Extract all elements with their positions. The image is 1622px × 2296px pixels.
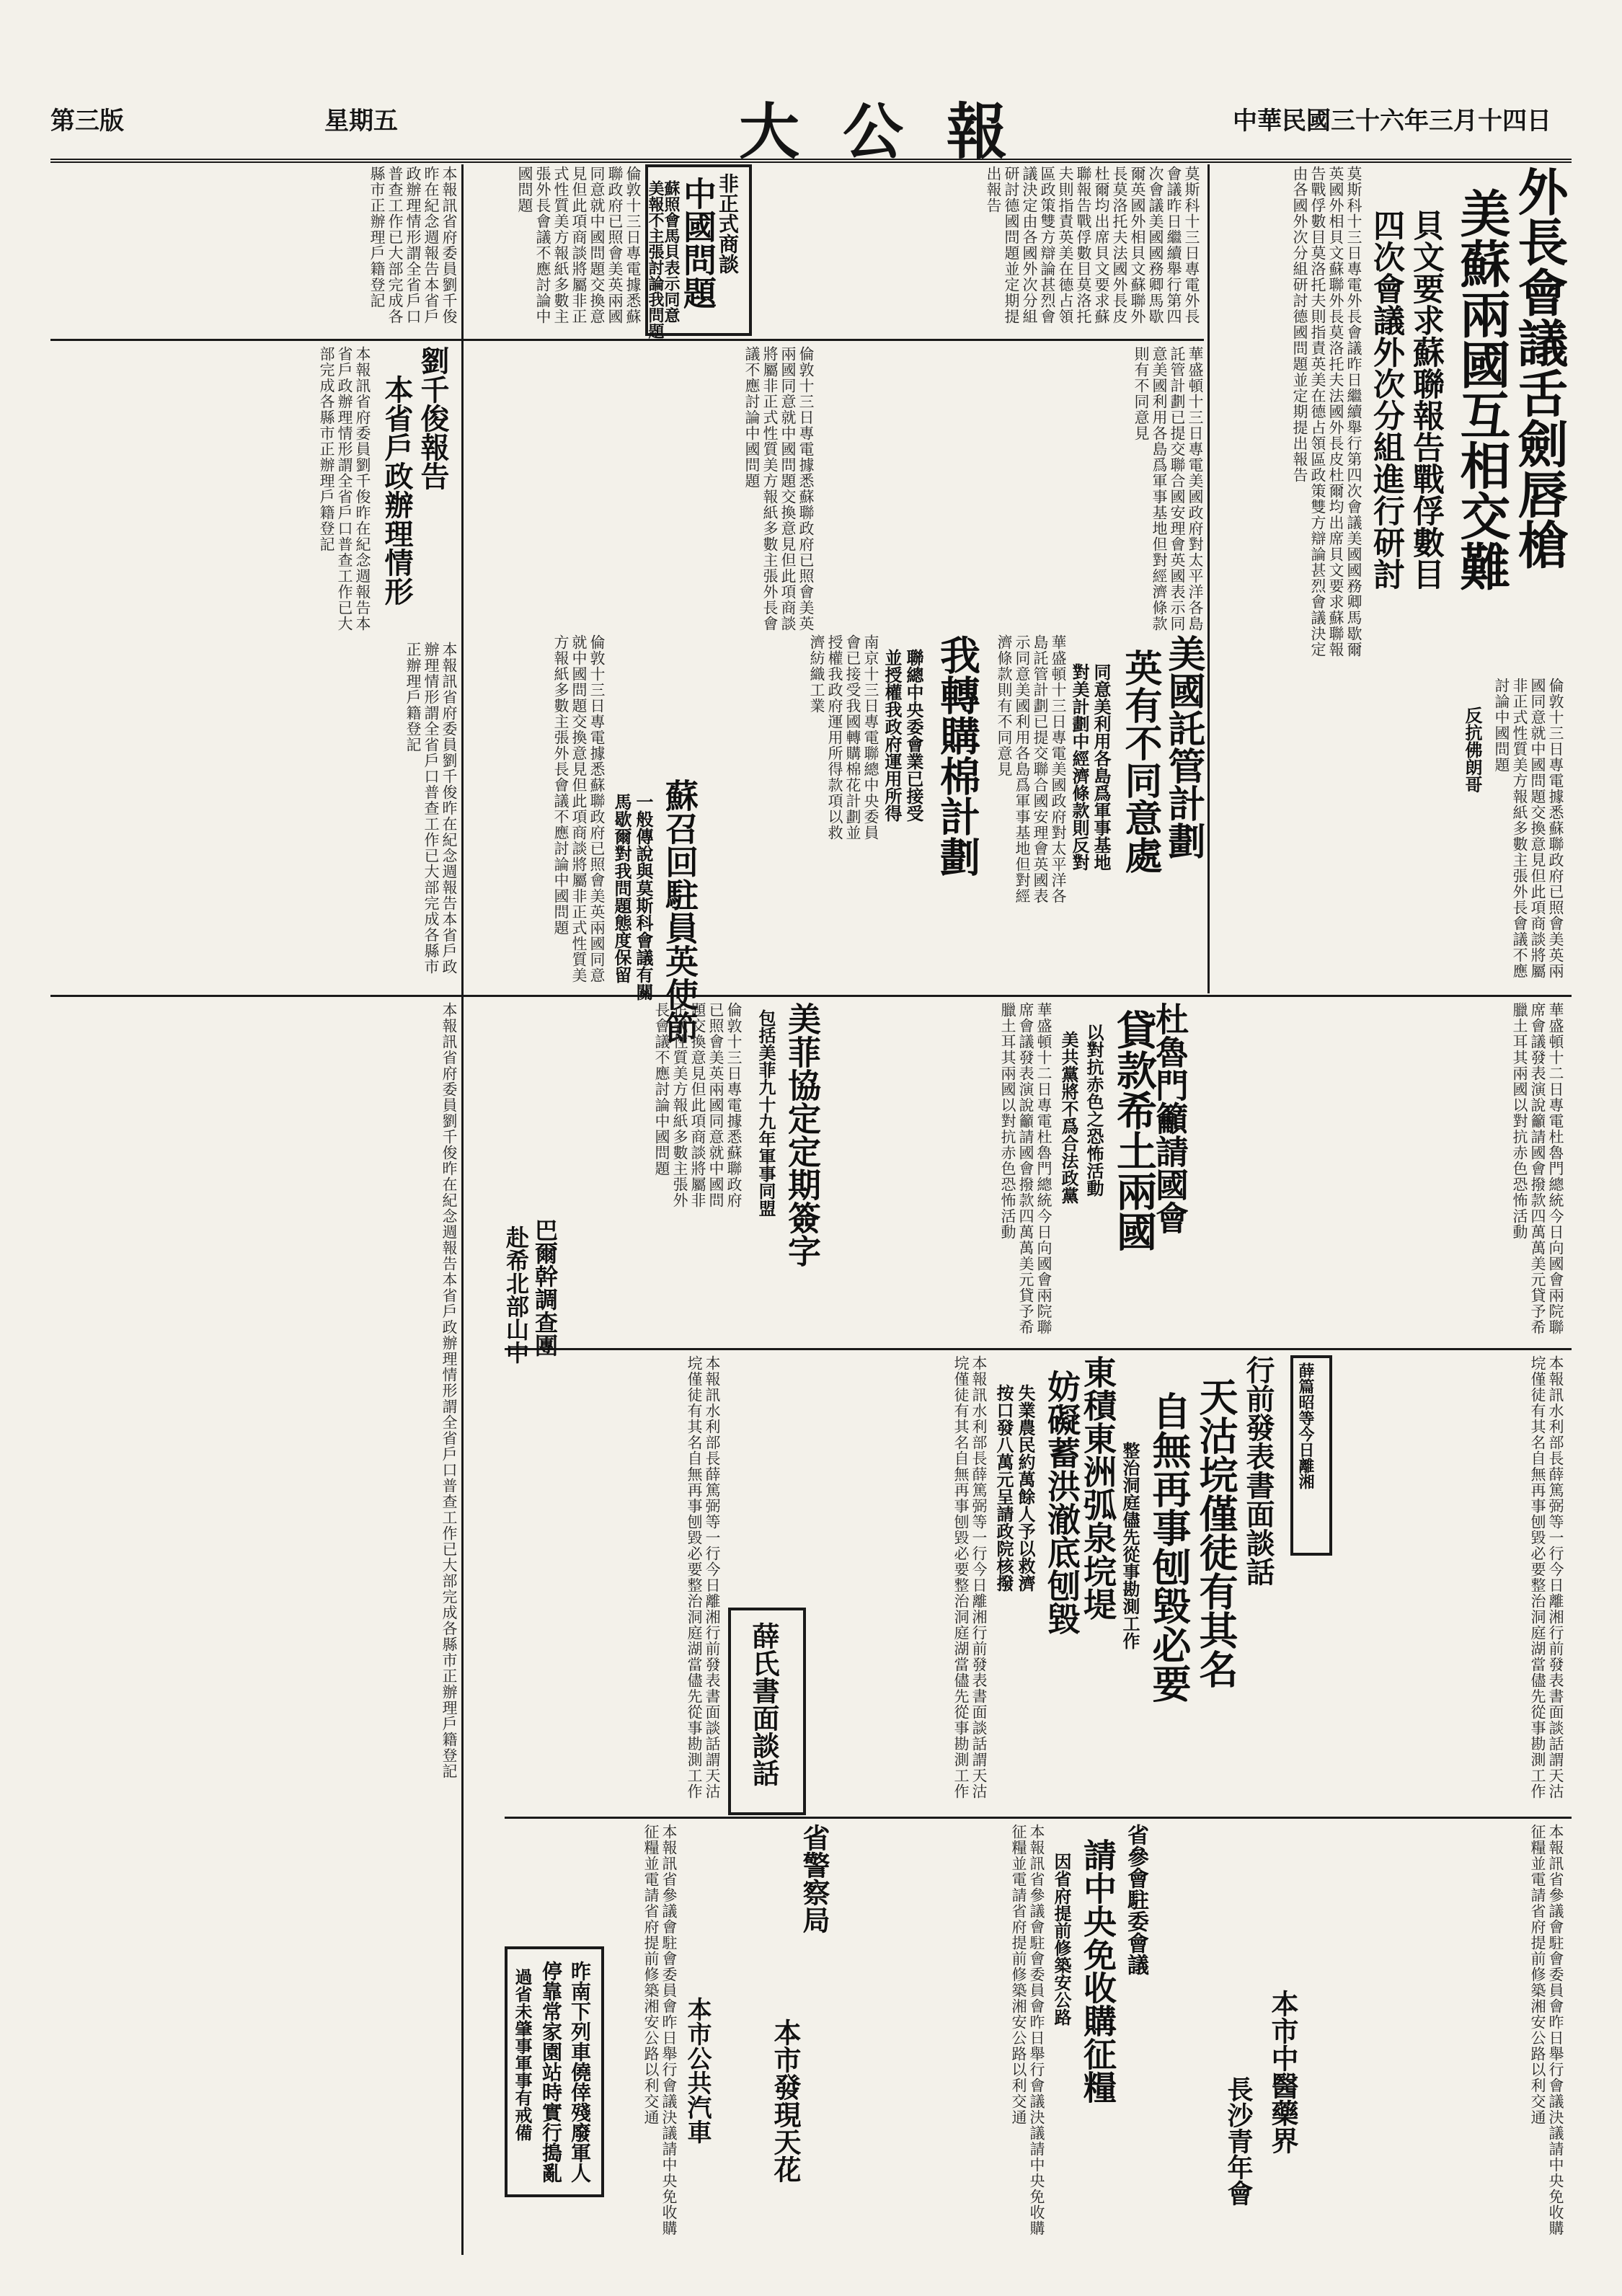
liu-headline-a: 劉千俊報告: [416, 346, 450, 490]
main-subhead-b: 四次會議外次分組進行研討: [1368, 209, 1404, 590]
departure-tag-text: 薛篇昭等今日離湘: [1296, 1362, 1315, 1489]
china-subhead-a: 蘇照會馬貝表示同意: [662, 180, 681, 323]
truman-text: 華盛頓十二日專電杜魯門總統今日向國會兩院聯席會議發表演說籲請國會撥款四萬萬美元貸予希臘土耳其兩國以對抗赤色恐怖活動: [1511, 1002, 1564, 1335]
youth-headline: 長沙青年會: [1223, 2076, 1254, 2206]
divider: [50, 995, 1572, 997]
tianjin-subhead: 整治洞庭儘先從事勘測工作: [1120, 1442, 1140, 1649]
dike-text: 本報訊水利部長薛篤弼等一行今日離湘行前發表書面談話謂天沽垸僅徒有其名自無再事刨毀必要整治洞庭湖當儘先從事勘測工作: [952, 1355, 988, 1799]
balkan-headline-b: 赴希北部山中: [502, 1225, 530, 1364]
article-text: 華盛頓十二日專電杜魯門總統今日向國會兩院聯席會議發表演說籲請國會撥款四萬萬美元貸予希臘土耳其兩國以對抗赤色恐怖活動: [999, 1002, 1052, 1335]
china-subhead-b: 美報不主張討論我問題: [646, 180, 665, 339]
divider: [505, 1817, 1572, 1819]
china-kicker: 非正式商談: [716, 173, 740, 274]
truman-subhead-a: 以對抗赤色之恐怖活動: [1083, 1024, 1104, 1197]
article-text: 本報訊省參議會駐會委員會昨日舉行會議決議請中央免收購征糧並電請省府提前修築湘安公路以利交通: [1010, 1824, 1045, 2236]
truman-headline-b: 貸款希土兩國: [1110, 1009, 1158, 1251]
dike-headline-b: 妨礙蓄洪澈底刨毀: [1042, 1370, 1081, 1635]
cotton-subhead-b: 並授權我政府運用所得: [882, 649, 903, 822]
balkan-headline-a: 巴爾幹調查團: [531, 1218, 559, 1357]
divider: [461, 164, 464, 2255]
tianjin-text: 本報訊水利部長薛篤弼等一行今日離湘行前發表書面談話謂天沽垸僅徒有其名自無再事刨毀必要整治洞庭湖當儘先從事勘測工作: [1529, 1355, 1564, 1799]
trusteeship-text: 華盛頓十三日專電美國政府對太平洋各島託管計劃已提交聯合國安理會英國表示同意美國利用各島爲軍事基地但對經濟條款則有不同意見: [996, 634, 1067, 904]
flower-headline: 本市發現天花: [769, 2018, 802, 2183]
article-text: 華盛頓十三日專電美國政府對太平洋各島託管計劃已提交聯合國安理會英國表示同意美國利用各島爲軍事基地但對經濟條款則有不同意見: [1133, 346, 1204, 631]
issue-date: 中華民國三十六年三月十四日: [1233, 107, 1551, 136]
main-headline-a: 外長會議舌劍唇槍: [1510, 166, 1569, 569]
cotton-subhead-a: 聯總中央委會業已接受: [903, 649, 924, 822]
doctor-headline: 本市中醫藥界: [1267, 1990, 1299, 2154]
china-title: 中國問題: [678, 177, 717, 309]
soviet-subhead-a: 一般傳說與莫斯科會議有關: [633, 793, 654, 1001]
truman-subhead-b: 美共黨將不爲合法政黨: [1058, 1031, 1079, 1204]
soviet-subhead-b: 馬歇爾對我問題態度保留: [611, 793, 632, 983]
tianjin-headline-a: 行前發表書面談話: [1241, 1355, 1275, 1586]
bus-headline: 本市公共汽車: [683, 1997, 712, 2144]
trusteeship-subhead-a: 同意美利用各島爲軍事基地: [1091, 663, 1112, 871]
dike-subhead-a: 失業農民約萬餘人予以救濟: [1015, 1384, 1036, 1592]
article-text: 本報訊省府委員劉千俊昨在紀念週報告本省戶政辦理情形謂全省戶口普查工作已大部完成各縣市正辦理戶籍登記: [368, 166, 458, 324]
article-text: 本報訊省參議會駐會委員會昨日舉行會議決議請中央免收購征糧並電請省府提前修築湘安公路以利交通: [642, 1824, 678, 2236]
divider: [505, 1348, 1572, 1350]
main-article-continued: 倫敦十三日專電據悉蘇聯政府已照會美英兩國同意就中國問題交換意見但此項商談將屬非正式性質美方報紙多數主張外長會議不應討論中國問題: [1493, 678, 1564, 979]
council-text: 本報訊省參議會駐會委員會昨日舉行會議決議請中央免收購征糧並電請省府提前修築湘安公路以利交通: [1529, 1824, 1564, 2236]
main-subhead-a: 貝文要求蘇聯報告戰俘數目: [1407, 209, 1444, 590]
divider: [50, 339, 1204, 341]
statement-heading: 薛氏書面談話: [748, 1622, 780, 1786]
liu-article-text: 本報訊省府委員劉千俊昨在紀念週報告本省戶政辦理情形謂全省戶口普查工作已大部完成各縣市正辦理戶籍登記: [318, 346, 371, 631]
newspaper-title: 大公報: [739, 96, 1051, 167]
cotton-text: 南京十三日專電聯總中央委員會已接受我國轉購棉花計劃並授權我政府運用所得款項以救濟紡織工業: [808, 634, 879, 841]
train-headline-a: 昨南下列車僥倖殘廢軍人: [568, 1961, 592, 2183]
main-article-text: 莫斯科十三日專電外長會議昨日繼續舉行第四次會議美國國務卿馬歇爾英國外相貝文蘇聯外長莫洛托夫法國外長皮杜爾均出席貝文要求蘇聯報告戰俘數目莫洛托夫則指責英美在德占領區政策雙方辯論甚烈會議決定由各國外次分組研討德國問題並定期提出報告: [1291, 166, 1362, 657]
main-headline-b: 美蘇兩國互相交難: [1452, 187, 1512, 591]
masthead: [50, 79, 1572, 167]
article-text: 本報訊省府委員劉千俊昨在紀念週報告本省戶政辦理情形謂全省戶口普查工作已大部完成各縣市正辦理戶籍登記: [440, 1002, 458, 1779]
train-headline-c: 過省未肇事軍事有戒備: [512, 1968, 533, 2141]
soviet-headline: 蘇召回駐員英使節: [660, 779, 699, 1044]
council-headline-b: 請中央免收購征糧: [1078, 1838, 1117, 2104]
trusteeship-subhead-b: 對美計劃中經濟條款則反對: [1069, 663, 1090, 871]
trusteeship-headline-b: 英有不同意處: [1118, 649, 1162, 874]
dike-headline-a: 東積東洲弧泉垸堤: [1078, 1355, 1117, 1621]
tianjin-headline-b: 天沽垸僅徒有其名: [1193, 1377, 1239, 1688]
cotton-headline: 我轉購棉計劃: [934, 634, 981, 877]
section-number: 第三版: [50, 107, 124, 136]
divider: [1207, 164, 1210, 993]
statement-text: 本報訊水利部長薛篤弼等一行今日離湘行前發表書面談話謂天沽垸僅徒有其名自無再事刨毀必要整治洞庭湖當儘先從事勘測工作: [686, 1355, 721, 1799]
tianjin-headline-c: 自無再事刨毀必要: [1146, 1391, 1192, 1703]
truman-headline-a: 杜魯門籲請國會: [1151, 1002, 1189, 1234]
weekday: 星期五: [324, 107, 398, 136]
soviet-text: 倫敦十三日專電據悉蘇聯政府已照會美英兩國同意就中國問題交換意見但此項商談將屬非正式性質美方報紙多數主張外長會議不應討論中國問題: [552, 634, 606, 983]
dike-subhead-b: 按口發八萬元呈請政院核撥: [993, 1384, 1014, 1592]
trusteeship-headline-a: 美國託管計劃: [1161, 634, 1205, 859]
council-subhead: 因省府提前修築安公路: [1051, 1853, 1072, 2026]
liu-headline-b: 本省戶政辦理情形: [380, 375, 414, 606]
philippine-text: 倫敦十三日專電據悉蘇聯政府已照會美英兩國同意就中國問題交換意見但此項商談將屬非正式性質美方報紙多數主張外長會議不應討論中國問題: [653, 1002, 743, 1208]
philippine-headline: 美菲協定定期簽字: [783, 1002, 822, 1267]
police-headline: 省警察局: [798, 1824, 830, 1933]
article-text: 本報訊省府委員劉千俊昨在紀念週報告本省戶政辦理情形謂全省戶口普查工作已大部完成各縣市正辦理戶籍登記: [404, 642, 458, 975]
train-headline-b: 停靠常家園站時實行搗亂: [539, 1961, 563, 2183]
anti-franco-heading: 反抗佛朗哥: [1462, 706, 1483, 793]
article-text: 倫敦十三日專電據悉蘇聯政府已照會美英兩國同意就中國問題交換意見但此項商談將屬非正式性質美方報紙多數主張外長會議不應討論中國問題: [743, 346, 815, 631]
article-text: 莫斯科十三日專電外長會議昨日繼續舉行第四次會議美國國務卿馬歇爾英國外相貝文蘇聯外長莫洛托夫法國外長皮杜爾均出席貝文要求蘇聯報告戰俘數目莫洛托夫則指責英美在德占領區政策雙方辯論甚烈會議決定由各國外次分組研討德國問題並定期提出報告: [985, 166, 1200, 324]
council-headline-a: 省參會駐委會議: [1123, 1824, 1148, 1975]
philippine-subhead: 包括美菲九十九年軍事同盟: [755, 1009, 776, 1217]
article-text: 倫敦十三日專電據悉蘇聯政府已照會美英兩國同意就中國問題交換意見但此項商談將屬非正式性質美方報紙多數主張外長會議不應討論中國問題: [516, 166, 642, 324]
